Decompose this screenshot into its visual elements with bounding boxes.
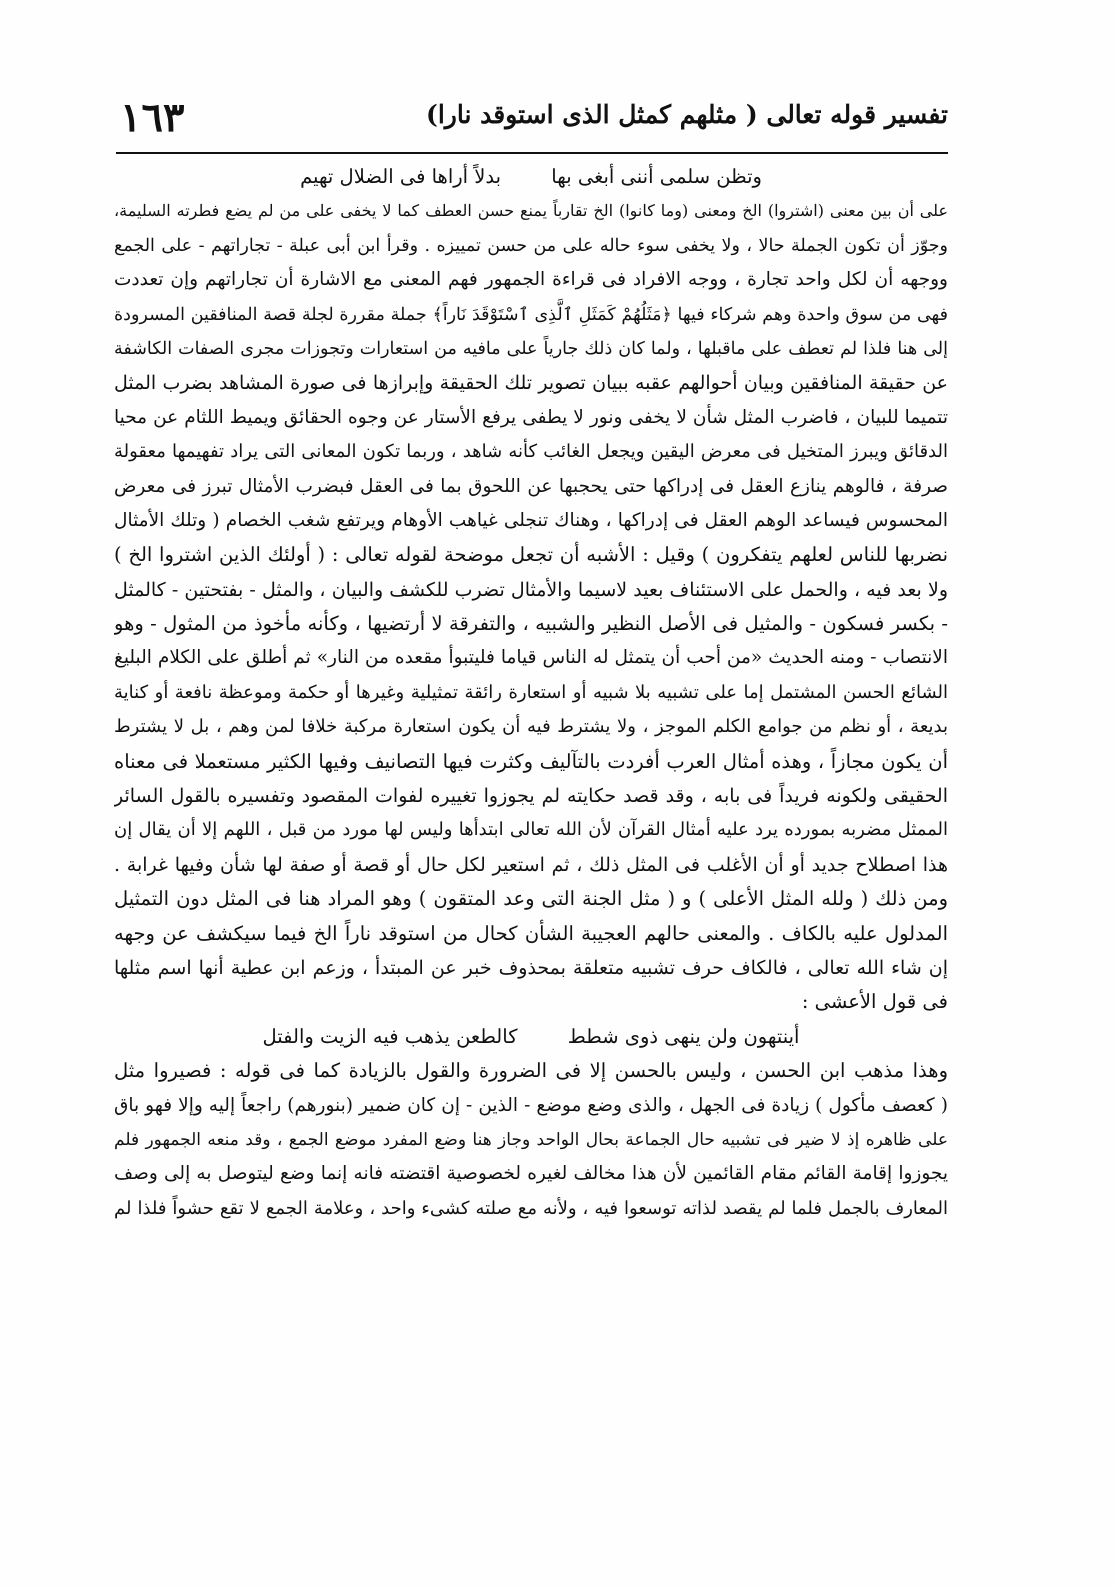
text-line: المدلول عليه بالكاف . والمعنى حالهم العجيبة الشأن كحال من استوقد ناراً الخ فيما سيكشف عن وجهه [114, 921, 948, 945]
verse-line [114, 1020, 948, 1054]
text-line: نضربها للناس لعلهم يتفكرون ) وقيل : الأشبه أن تجعل موضحة لقوله تعالى : ( أولئك الذين اشتروا الخ ) [114, 543, 948, 567]
text-line: ولا بعد فيه ، والحمل على الاستئناف بعيد لاسيما والأمثال تضرب للكشف والبيان ، والمثل - بفتحتين - كالمثل [114, 578, 948, 601]
text-line: الشائع الحسن المشتمل إما على تشبيه بلا شبيه أو استعارة رائقة تمثيلية وغيرها أو حكمة وموعظة نافعة أو كناية [114, 681, 948, 703]
text-line: أن يكون مجازاً ، وهذه أمثال العرب أفردت بالتآليف وكثرت فيها التصانيف وفيها الكثير مستعملا فى معناه [114, 749, 948, 773]
header-divider [116, 152, 948, 154]
text-line: - بكسر فسكون - والمثيل فى الأصل النظير والشبيه ، والتفرقة لا أرتضيها ، وكأنه مأخوذ من المثول - وهو [114, 612, 948, 636]
text-line: إلى هنا فلذا لم تعطف على ماقبلها ، ولما كان ذلك جارياً على مافيه من استعارات وتجوزات مجرى الصفات الكاشفة [114, 338, 948, 359]
text-line: المحسوس فيساعد الوهم العقل فى إدراكها ، وهناك تنجلى غياهب الأوهام ويرتفع شغب الخصام ( وتلك الأمثال [114, 509, 948, 531]
text-line: الممثل مضربه بمورده يرد عليه أمثال القرآن لأن الله تعالى ابتدأها وليس لها مورد من قبل ، اللهم إلا أن يقال إن [114, 819, 948, 841]
verse-line [114, 160, 948, 194]
text-line: هذا اصطلاح جديد أو أن الأغلب فى المثل ذلك ، ثم استعير لكل حال أو قصة أو صفة لها شأن وفيها غرابة . [114, 853, 948, 876]
text-line: يجوزوا إقامة القائم مقام القائمين لأن هذا مخالف لغيره لخصوصية اقتضته فانه إنما وضع ليتوصل به إلى وصف [114, 1163, 948, 1185]
body-text [114, 160, 948, 1226]
text-line: على أن بين معنى (اشتروا) الخ ومعنى (وما كانوا) الخ تقارباً يمنع حسن العطف كما لا يخفى على من لم يضع فطرته السليمة، [114, 201, 948, 221]
verse-first-hemistich: أينتهون ولن ينهى ذوى شطط [567, 1024, 800, 1048]
text-line: ومن ذلك ( ولله المثل الأعلى ) و ( مثل الجنة التى وعد المتقون ) وهو المراد هنا فى المثل دون التمثيل [114, 887, 948, 911]
text-line: وجوّز أن تكون الجملة حالا ، ولا يخفى سوء حاله على من حسن تمييزه . وقرأ ابن أبى عبلة - تجاراتهم - على الجمع [114, 235, 948, 256]
text-line: الدقائق ويبرز المتخيل فى معرض اليقين ويجعل الغائب كأنه شاهد ، وربما تكون المعانى التى يراد تفهيمها معقولة [114, 441, 948, 463]
page-number: ١٦٣ [120, 94, 185, 141]
page-header [120, 96, 948, 148]
text-line: ( كعصف مأكول ) زيادة فى الجهل ، والذى وضع موضع - الذين - إن كان ضمير (بنورهم) راجعاً إليه وإلا فهو باق [114, 1094, 948, 1116]
text-line: صرفة ، فالوهم ينازع العقل فى إدراكها حتى يحجبها عن اللحوق بما فى العقل فبضرب الأمثال تبرز فى معرض [114, 475, 948, 497]
text-line: الحقيقى ولكونه فريداً فى بابه ، وقد قصد حكايته لم يجوزوا تغييره لفوات المقصود وتفسيره بالقول السائر [114, 785, 948, 808]
text-line: فى قول الأعشى : [801, 990, 948, 1014]
text-line: المعارف بالجمل فلما لم يقصد لذاته توسعوا فيه ، ولأنه مع صلته كشىء واحد ، وعلامة الجمع لا تقع حشواً فلذا لم [114, 1197, 948, 1219]
text-line: الانتصاب - ومنه الحديث «من أحب أن يتمثل له الناس قياما فليتبوأ مقعده من النار» ثم أطلق على الكلام البليغ [114, 647, 948, 669]
verse-second-hemistich: بدلاً أراها فى الضلال تهيم [300, 165, 502, 188]
running-title: تفسير قوله تعالى ( مثلهم كمثل الذى استوقد نارا) [426, 100, 948, 129]
text-line: إن شاء الله تعالى ، فالكاف حرف تشبيه متعلقة بمحذوف خبر عن المبتدأ ، وزعم ابن عطية أنها اسم مثلها [114, 956, 948, 979]
verse-first-hemistich: وتظن سلمى أننى أبغى بها [551, 165, 762, 188]
text-line: على ظاهره إذ لا ضير فى تشبيه حال الجماعة بحال الواحد وجاز هنا وضع المفرد موضع الجمع ، وقد منعه الجمهور فلم [114, 1129, 948, 1150]
text-line: ووجهه أن لكل واحد تجارة ، ووجه الافراد فى قراءة الجمهور فهم المعنى مع الاشارة أن تجاراتهم وإن تعددت [114, 269, 948, 291]
text-line: بديعة ، أو نظم من جوامع الكلم الموجز ، ولا يشترط فيه أن يكون استعارة مركبة خلافا لمن وهم ، بل لا يشترط [114, 716, 948, 738]
text-line: تتميما للبيان ، فاضرب المثل شأن لا يخفى ونور لا يطفى يرفع الأستار عن وجوه الحقائق ويميط اللثام عن محيا [114, 406, 948, 428]
text-line: وهذا مذهب ابن الحسن ، وليس بالحسن إلا فى الضرورة والقول بالزيادة كما فى قوله : فصيروا مثل [114, 1059, 948, 1083]
text-line: عن حقيقة المنافقين وبيان أحوالهم عقبه ببيان تصوير تلك الحقيقة وإبرازها فى صورة المشاهد بضرب المثل [114, 372, 948, 395]
text-line: فهى من سوق واحدة وهم شركاء فيها ﴿مَثَلُهُمْ كَمَثَلِ ٱلَّذِى ٱسْتَوْقَدَ نَاراً﴾ جملة مقررة لجلة قصة المنافقين المسرودة [114, 304, 948, 325]
verse-second-hemistich: كالطعن يذهب فيه الزيت والفتل [262, 1024, 518, 1048]
